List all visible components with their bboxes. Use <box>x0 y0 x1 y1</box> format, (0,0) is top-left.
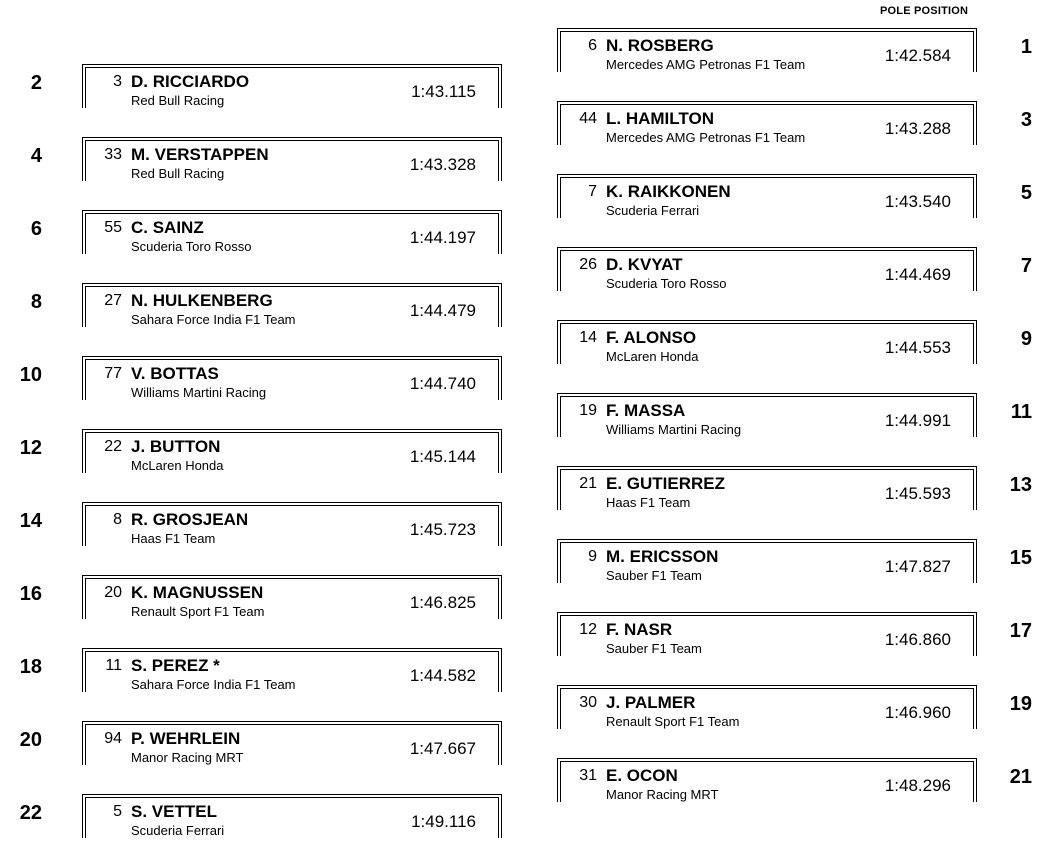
grid-box <box>557 393 977 437</box>
driver-name: E. OCON <box>606 766 678 785</box>
grid-box <box>82 794 502 838</box>
lap-time: 1:44.553 <box>884 338 951 357</box>
lap-time: 1:43.540 <box>884 192 951 211</box>
grid-position: 22 <box>19 802 42 824</box>
grid-slot-17 <box>557 612 1032 660</box>
team-name: Sahara Force India F1 Team <box>131 312 296 327</box>
grid-box <box>557 320 977 364</box>
grid-box <box>557 174 977 218</box>
grid-box <box>557 758 977 802</box>
team-name: Williams Martini Racing <box>606 422 742 437</box>
car-number: 22 <box>104 438 122 455</box>
team-name: Scuderia Ferrari <box>606 203 700 218</box>
grid-slot-5 <box>557 174 1032 222</box>
grid-box <box>557 539 977 583</box>
grid-slot-15 <box>557 539 1032 587</box>
lap-time: 1:44.991 <box>884 411 951 430</box>
pole-position-label: POLE POSITION <box>880 5 969 17</box>
grid-box <box>82 137 502 181</box>
grid-slot-13 <box>557 466 1032 514</box>
team-name: Mercedes AMG Petronas F1 Team <box>606 57 806 72</box>
grid-position: 18 <box>19 656 42 678</box>
grid-box <box>82 283 502 327</box>
grid-position: 2 <box>30 72 42 94</box>
grid-slot-21 <box>557 758 1032 806</box>
team-name: Mercedes AMG Petronas F1 Team <box>606 130 806 145</box>
lap-time: 1:45.144 <box>409 447 476 466</box>
car-number: 33 <box>104 146 122 163</box>
lap-time: 1:43.115 <box>411 82 476 101</box>
car-number: 26 <box>579 256 597 273</box>
grid-slot-7 <box>557 247 1032 295</box>
driver-name: V. BOTTAS <box>131 364 219 383</box>
grid-slot-3 <box>557 101 1032 149</box>
lap-time: 1:43.288 <box>884 119 951 138</box>
grid-box <box>557 685 977 729</box>
car-number: 19 <box>579 402 597 419</box>
grid-box <box>82 502 502 546</box>
grid-slot-16 <box>19 575 512 623</box>
lap-time: 1:44.479 <box>409 301 476 320</box>
car-number: 30 <box>579 694 597 711</box>
grid-box <box>82 64 502 108</box>
grid-position: 21 <box>1009 766 1032 788</box>
team-name: Sauber F1 Team <box>606 568 702 583</box>
car-number: 94 <box>104 730 122 747</box>
car-number: 7 <box>588 183 597 200</box>
team-name: Red Bull Racing <box>131 93 225 108</box>
team-name: Manor Racing MRT <box>606 787 719 802</box>
team-name: Haas F1 Team <box>131 531 216 546</box>
car-number: 9 <box>588 548 597 565</box>
grid-box <box>82 575 502 619</box>
car-number: 31 <box>579 767 597 784</box>
car-number: 21 <box>579 475 597 492</box>
driver-name: M. ERICSSON <box>606 547 719 566</box>
lap-time: 1:44.582 <box>409 666 476 685</box>
grid-slot-12 <box>19 429 512 477</box>
car-number: 5 <box>113 803 122 820</box>
grid-position: 4 <box>30 145 42 167</box>
driver-name: N. ROSBERG <box>606 36 714 55</box>
car-number: 55 <box>104 219 122 236</box>
grid-position: 7 <box>1020 255 1032 277</box>
grid-slot-14 <box>19 502 512 550</box>
grid-position: 11 <box>1010 401 1032 423</box>
lap-time: 1:44.197 <box>409 228 476 247</box>
grid-slot-20 <box>19 721 512 769</box>
driver-name: S. VETTEL <box>131 802 217 821</box>
lap-time: 1:45.593 <box>884 484 951 503</box>
lap-time: 1:49.116 <box>411 812 476 831</box>
grid-slot-22 <box>19 794 512 842</box>
team-name: Renault Sport F1 Team <box>131 604 265 619</box>
grid-position: 13 <box>1009 474 1032 496</box>
car-number: 12 <box>579 621 597 638</box>
team-name: Renault Sport F1 Team <box>606 714 740 729</box>
team-name: Scuderia Toro Rosso <box>131 239 252 254</box>
team-name: Sahara Force India F1 Team <box>131 677 296 692</box>
car-number: 3 <box>113 73 122 90</box>
team-name: Haas F1 Team <box>606 495 691 510</box>
grid-box <box>82 210 502 254</box>
grid-position: 3 <box>1020 109 1032 131</box>
grid-position: 20 <box>19 729 42 751</box>
lap-time: 1:44.740 <box>409 374 476 393</box>
grid-position: 16 <box>19 583 42 605</box>
driver-name: K. MAGNUSSEN <box>131 583 264 602</box>
team-name: McLaren Honda <box>606 349 699 364</box>
car-number: 11 <box>105 657 122 674</box>
grid-position: 10 <box>19 364 42 386</box>
grid-box <box>82 648 502 692</box>
team-name: Manor Racing MRT <box>131 750 244 765</box>
driver-name: P. WEHRLEIN <box>131 729 241 748</box>
driver-name: R. GROSJEAN <box>131 510 249 529</box>
grid-box <box>82 356 502 400</box>
grid-slot-9 <box>557 320 1032 368</box>
grid-slot-10 <box>19 356 512 404</box>
team-name: Sauber F1 Team <box>606 641 702 656</box>
driver-name: N. HULKENBERG <box>131 291 273 310</box>
grid-box <box>557 466 977 510</box>
grid-position: 12 <box>19 437 42 459</box>
driver-name: E. GUTIERREZ <box>606 474 726 493</box>
lap-time: 1:48.296 <box>884 776 951 795</box>
grid-position: 6 <box>30 218 42 240</box>
team-name: Red Bull Racing <box>131 166 225 181</box>
grid-box <box>557 28 977 72</box>
driver-name: F. NASR <box>606 620 673 639</box>
grid-position: 19 <box>1009 693 1032 715</box>
lap-time: 1:47.827 <box>884 557 951 576</box>
team-name: Scuderia Toro Rosso <box>606 276 727 291</box>
lap-time: 1:46.825 <box>409 593 476 612</box>
lap-time: 1:43.328 <box>409 155 476 174</box>
grid-position: 1 <box>1020 36 1032 58</box>
car-number: 44 <box>579 110 597 127</box>
lap-time: 1:46.860 <box>884 630 951 649</box>
lap-time: 1:42.584 <box>884 46 951 65</box>
grid-position: 15 <box>1009 547 1032 569</box>
grid-slot-2 <box>30 64 512 112</box>
grid-slot-18 <box>19 648 512 696</box>
driver-name: D. KVYAT <box>606 255 683 274</box>
car-number: 27 <box>104 292 122 309</box>
grid-box <box>82 721 502 765</box>
car-number: 14 <box>579 329 597 346</box>
grid-box <box>557 247 977 291</box>
grid-slot-19 <box>557 685 1032 733</box>
lap-time: 1:47.667 <box>409 739 476 758</box>
grid-position: 9 <box>1020 328 1032 350</box>
driver-name: F. ALONSO <box>606 328 697 347</box>
car-number: 8 <box>113 511 122 528</box>
driver-name: K. RAIKKONEN <box>606 182 731 201</box>
driver-name: J. BUTTON <box>131 437 221 456</box>
grid-position: 8 <box>30 291 42 313</box>
grid-position: 5 <box>1020 182 1032 204</box>
grid-position: 17 <box>1009 620 1032 642</box>
grid-slot-8 <box>30 283 512 331</box>
grid-slot-6 <box>30 210 512 258</box>
driver-name: F. MASSA <box>606 401 686 420</box>
driver-name: J. PALMER <box>606 693 696 712</box>
driver-name: L. HAMILTON <box>606 109 714 128</box>
lap-time: 1:44.469 <box>884 265 951 284</box>
grid-position: 14 <box>19 510 42 532</box>
team-name: McLaren Honda <box>131 458 224 473</box>
car-number: 20 <box>104 584 122 601</box>
driver-name: S. PEREZ * <box>131 656 220 675</box>
team-name: Williams Martini Racing <box>131 385 267 400</box>
lap-time: 1:45.723 <box>409 520 476 539</box>
grid-slot-4 <box>30 137 512 185</box>
team-name: Scuderia Ferrari <box>131 823 225 838</box>
grid-slot-11 <box>557 393 1032 441</box>
driver-name: C. SAINZ <box>131 218 204 237</box>
grid-box <box>557 612 977 656</box>
lap-time: 1:46.960 <box>884 703 951 722</box>
grid-slot-1 <box>557 28 1032 76</box>
grid-box <box>82 429 502 473</box>
driver-name: D. RICCIARDO <box>131 72 250 91</box>
driver-name: M. VERSTAPPEN <box>131 145 269 164</box>
car-number: 6 <box>588 37 597 54</box>
car-number: 77 <box>104 365 122 382</box>
grid-box <box>557 101 977 145</box>
